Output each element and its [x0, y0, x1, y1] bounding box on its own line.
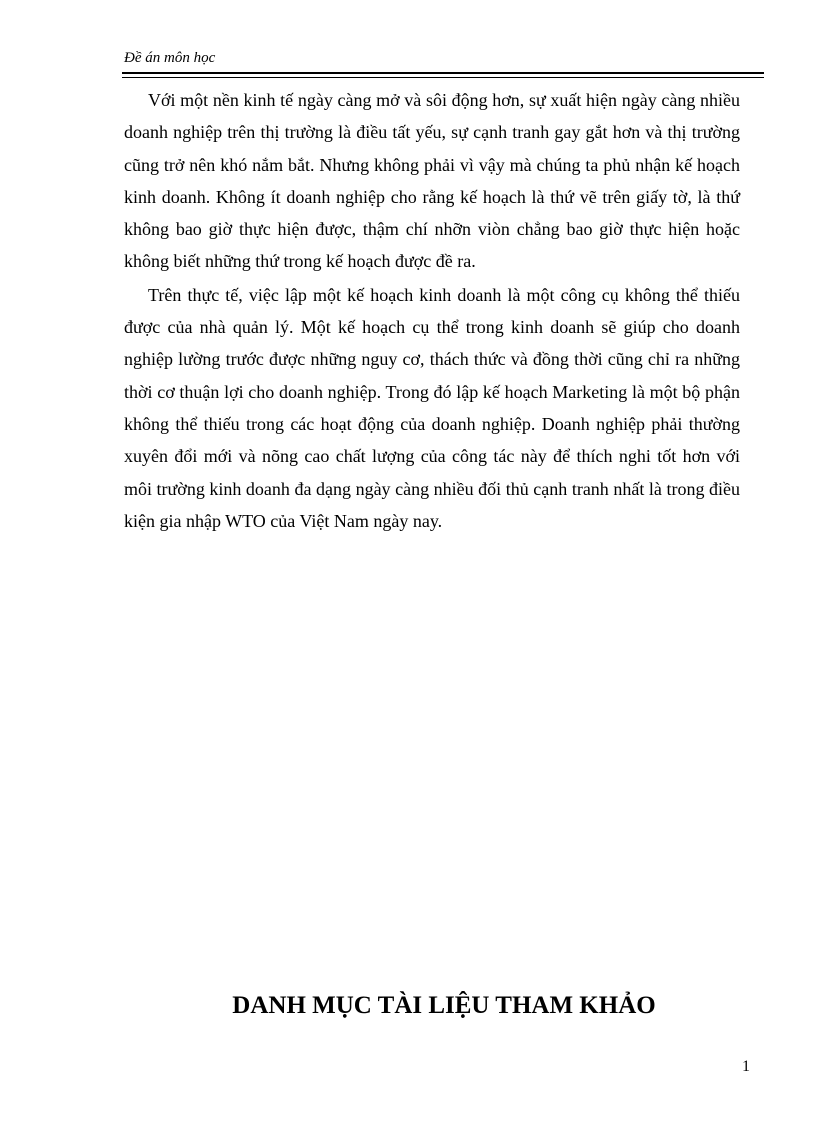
header-divider-thin: [122, 77, 764, 78]
page-header-title: Đề án môn học: [124, 50, 216, 66]
body-text: [124, 84, 740, 538]
paragraph-planning: Trên thực tế, việc lập một kế hoạch kinh doanh là một công cụ không thể thiếu được của nhà quản lý. Một kế hoạch cụ thể trong kinh doanh sẽ giúp cho doanh nghiệp lường trước được những nguy cơ, thách thức và đồng thời cũng chỉ ra những thời cơ thuận lợi cho doanh nghiệp. Trong đó lập kế hoạch Marketing là một bộ phận không thể thiếu trong các hoạt động của doanh nghiệp. Doanh nghiệp phải thường xuyên đổi mới và nõng cao chất lượng của công tác này để thích nghi tốt hơn với môi trường kinh doanh đa dạng ngày càng nhiều đối thủ cạnh tranh nhất là trong điều kiện gia nhập WTO của Việt Nam ngày nay.: [124, 284, 740, 531]
header-divider-thick: [122, 72, 764, 74]
page-number: 1: [742, 1058, 750, 1075]
paragraph-intro: Với một nền kinh tế ngày càng mở và sôi động hơn, sự xuất hiện ngày càng nhiều doanh nghiệp trên thị trường là điều tất yếu, sự cạnh tranh gay gắt hơn và thị trường cũng trở nên khó nắm bắt. Nhưng không phải vì vậy mà chúng ta phủ nhận kế hoạch kinh doanh. Không ít doanh nghiệp cho rằng kế hoạch là thứ vẽ trên giấy tờ, là thứ không bao giờ thực hiện được, thậm chí nhỡn viòn chẳng bao giờ thực hiện hoặc không biết những thứ trong kế hoạch được đề ra.: [124, 90, 740, 272]
references-heading: DANH MỤC TÀI LIỆU THAM KHẢO: [232, 992, 656, 1019]
